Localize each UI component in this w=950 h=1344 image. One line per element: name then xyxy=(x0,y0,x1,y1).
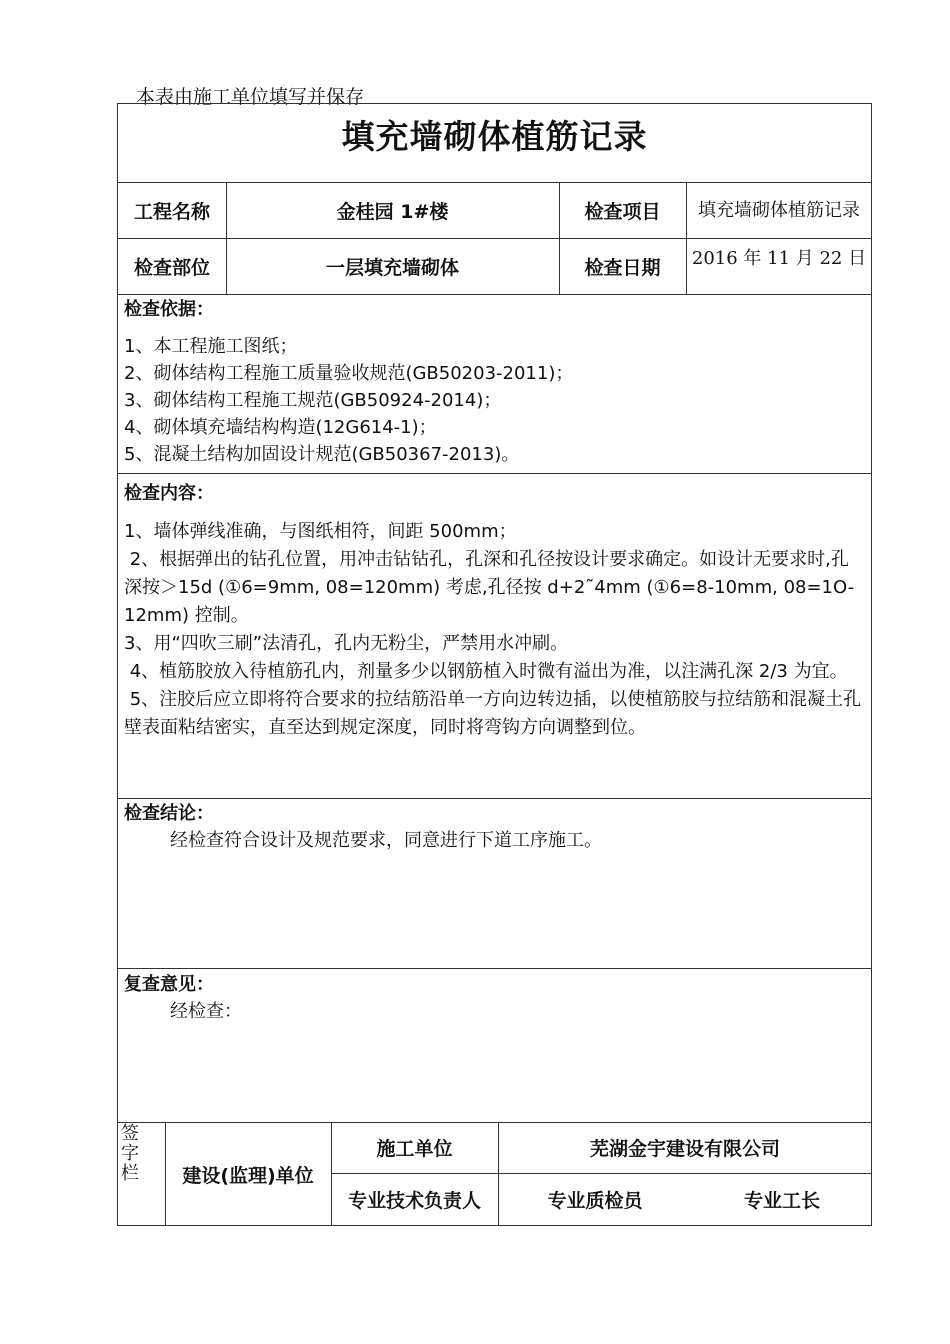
content-item: 5、注胶后应立即将符合要求的拉结筋沿单一方向边转边插，以使植筋胶与拉结筋和混凝土孔壁表面粘结密实，直至达到规定深度，同时将弯钩方向调整到位。 xyxy=(124,689,862,738)
content-heading: 检查内容： xyxy=(124,483,214,504)
check-item-value: 填充墙砌体植筋记录 xyxy=(698,199,860,221)
review-text: 经检查： xyxy=(170,1001,242,1022)
signature-column-label: 签字栏 xyxy=(121,1123,139,1184)
content-item: 1、墙体弹线准确，与图纸相符，间距 500mm； xyxy=(124,521,517,542)
location-value: 一层填充墙砌体 xyxy=(325,256,459,279)
rule xyxy=(117,798,872,799)
conclusion-heading: 检查结论： xyxy=(124,803,214,824)
basis-item: 2、砌体结构工程施工质量验收规范(GB50203-2011)； xyxy=(124,363,574,384)
conclusion-section xyxy=(124,800,864,854)
project-name-label: 工程名称 xyxy=(133,200,210,223)
basis-heading: 检查依据： xyxy=(124,299,214,320)
qc-label: 专业质检员 xyxy=(547,1190,643,1212)
tech-lead-label: 专业技术负责人 xyxy=(347,1190,481,1212)
foreman-label: 专业工长 xyxy=(743,1190,820,1212)
project-name-value: 金桂园 1#楼 xyxy=(336,200,449,223)
check-item-label: 检查项目 xyxy=(584,200,661,223)
content-item: 3、用“四吹三刷”法清孔，孔内无粉尘，严禁用水冲刷。 xyxy=(124,633,569,654)
basis-item: 1、本工程施工图纸； xyxy=(124,336,298,357)
location-label: 检查部位 xyxy=(133,256,210,279)
contractor-name: 芜湖金宇建设有限公司 xyxy=(589,1138,780,1160)
page-title: 填充墙砌体植筋记录 xyxy=(341,116,648,156)
basis-item: 3、砌体结构工程施工规范(GB50924-2014)； xyxy=(124,390,502,411)
basis-item: 4、砌体填充墙结构构造(12G614-1)； xyxy=(124,417,437,438)
rule xyxy=(117,473,872,474)
owner-label: 建设(监理)单位 xyxy=(182,1164,314,1187)
content-item: 2、根据弹出的钻孔位置，用冲击钻钻孔，孔深和孔径按设计要求确定。如设计无要求时,孔深按＞15d (①6=9mm, 08=120mm) 考虑,孔径按 d+2˜4mm (①6=8-10mm, 08=1O-12mm) 控制。 xyxy=(124,549,855,626)
content-item: 4、植筋胶放入待植筋孔内，剂量多少以钢筋植入时微有溢出为准，以注满孔深 2/3 为宜。 xyxy=(124,661,848,682)
content-section xyxy=(124,480,862,742)
conclusion-text: 经检查符合设计及规范要求，同意进行下道工序施工。 xyxy=(170,830,602,851)
review-section xyxy=(124,971,864,1025)
date-label: 检查日期 xyxy=(584,256,661,279)
rule xyxy=(117,294,872,295)
review-heading: 复查意见： xyxy=(124,974,214,995)
contractor-label: 施工单位 xyxy=(376,1138,453,1160)
form-note: 本表由施工单位填写并保存 xyxy=(136,86,365,108)
basis-item: 5、混凝土结构加固设计规范(GB50367-2013)。 xyxy=(124,444,520,465)
basis-section xyxy=(124,296,864,468)
check-date-value: 2016 年 11 月 22 日 xyxy=(691,248,867,269)
rule xyxy=(686,182,687,294)
rule xyxy=(117,968,872,969)
